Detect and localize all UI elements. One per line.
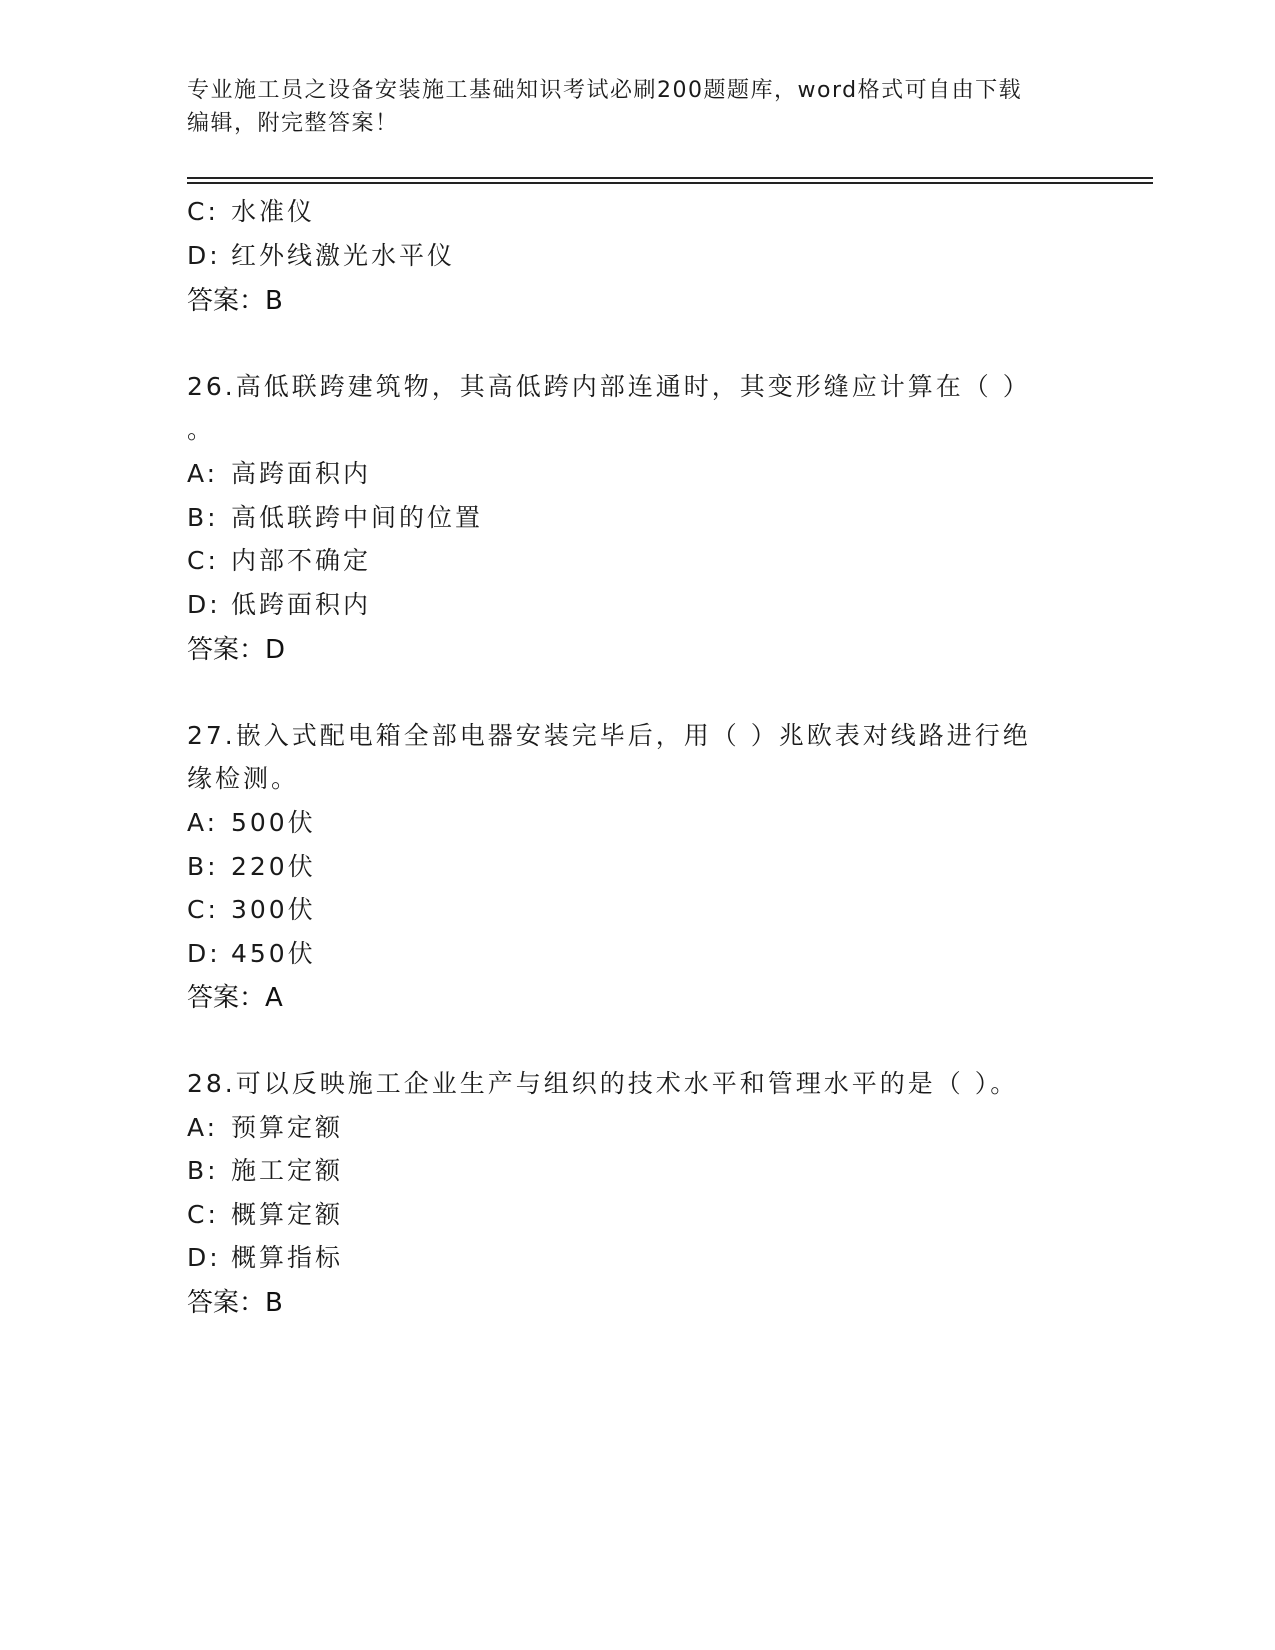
- option-letter: D:: [187, 939, 221, 968]
- option-text: 500伏: [231, 808, 316, 837]
- q25-option-c: [187, 192, 315, 228]
- q27-option-a: [187, 803, 316, 839]
- q28-option-d: [187, 1238, 343, 1274]
- option-letter: D:: [187, 590, 221, 619]
- option-text: 220伏: [231, 852, 316, 881]
- q28-option-a: [187, 1108, 343, 1144]
- q26-stem-line1: 26.高低联跨建筑物，其高低跨内部连通时，其变形缝应计算在（ ）: [187, 372, 1031, 401]
- q28-option-c: [187, 1195, 343, 1231]
- q27-option-b: [187, 847, 316, 883]
- option-letter: B:: [187, 1156, 219, 1185]
- option-text: 水准仪: [231, 197, 316, 226]
- option-letter: C:: [187, 895, 219, 924]
- option-text: 300伏: [231, 895, 316, 924]
- option-text: 概算指标: [231, 1243, 344, 1272]
- option-text: 高低联跨中间的位置: [231, 503, 484, 532]
- document-header: [187, 74, 1087, 140]
- option-letter: C:: [187, 546, 219, 575]
- option-text: 施工定额: [231, 1156, 344, 1185]
- option-text: 高跨面积内: [231, 459, 372, 488]
- header-divider-bottom: [187, 182, 1153, 184]
- q27-stem-line1: 27.嵌入式配电箱全部电器安装完毕后，用（ ）兆欧表对线路进行绝: [187, 721, 1031, 750]
- q27-option-c: [187, 890, 316, 926]
- q26-answer: 答案：D: [187, 635, 286, 665]
- option-text: 低跨面积内: [231, 590, 372, 619]
- header-title-line1: 专业施工员之设备安装施工基础知识考试必刷200题题库，word格式可自由下载: [187, 78, 1023, 103]
- q27-stem-line2: 缘检测。: [187, 764, 300, 793]
- q26-stem-line2: 。: [187, 415, 216, 444]
- q25-answer: 答案：B: [187, 286, 283, 316]
- option-text: 预算定额: [231, 1113, 344, 1142]
- option-letter: A:: [187, 459, 219, 488]
- option-text: 红外线激光水平仪: [231, 241, 456, 270]
- q26-option-d: [187, 585, 371, 621]
- option-letter: D:: [187, 241, 221, 270]
- q26-option-c: [187, 541, 371, 577]
- option-letter: C:: [187, 1200, 219, 1229]
- q28-stem-line1: 28.可以反映施工企业生产与组织的技术水平和管理水平的是（ ）。: [187, 1069, 1019, 1098]
- option-text: 450伏: [231, 939, 316, 968]
- q26-option-a: [187, 454, 371, 490]
- option-letter: B:: [187, 503, 219, 532]
- option-letter: D:: [187, 1243, 221, 1272]
- option-letter: A:: [187, 808, 219, 837]
- q27-option-d: [187, 934, 316, 970]
- option-letter: C:: [187, 197, 219, 226]
- option-letter: A:: [187, 1113, 219, 1142]
- q25-option-d: [187, 236, 455, 272]
- option-text: 概算定额: [231, 1200, 344, 1229]
- option-text: 内部不确定: [231, 546, 372, 575]
- q26-option-b: [187, 498, 483, 534]
- q28-answer: 答案：B: [187, 1288, 283, 1318]
- header-divider-top: [187, 177, 1153, 179]
- option-letter: B:: [187, 852, 219, 881]
- q27-answer: 答案：A: [187, 983, 283, 1013]
- q28-option-b: [187, 1151, 343, 1187]
- header-title-line2: 编辑，附完整答案！: [187, 111, 399, 136]
